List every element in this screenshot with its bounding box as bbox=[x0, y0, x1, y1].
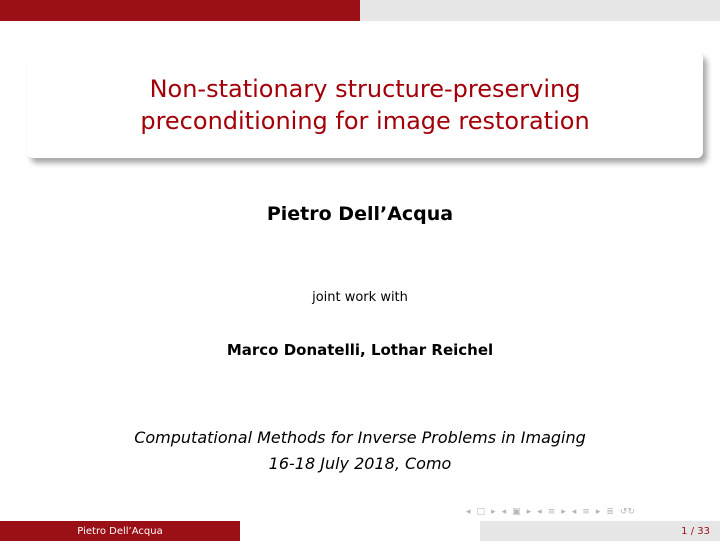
footer-bar bbox=[0, 521, 720, 541]
top-bar-left bbox=[0, 0, 360, 21]
conference-info bbox=[0, 425, 720, 477]
joint-work-text: joint work with bbox=[312, 290, 408, 305]
beamer-navigation bbox=[466, 505, 716, 519]
search-icon[interactable]: ↺↻ bbox=[619, 507, 636, 517]
slide-next-icon[interactable]: ▸ bbox=[595, 507, 601, 517]
frame-next-icon[interactable]: ▸ bbox=[491, 507, 496, 517]
conference-date-place: 16-18 July 2018, Como bbox=[268, 454, 452, 473]
frame-icon[interactable]: □ bbox=[476, 507, 486, 517]
footer-author: Pietro Dell’Acqua bbox=[0, 521, 240, 541]
title-line-1: Non-stationary structure-preserving bbox=[149, 75, 581, 103]
slide-prev-icon[interactable]: ◂ bbox=[571, 507, 577, 517]
author-name: Pietro Dell’Acqua bbox=[266, 203, 454, 225]
title-line-2: preconditioning for image restoration bbox=[140, 107, 590, 135]
section-prev-icon[interactable]: ◂ bbox=[537, 507, 542, 517]
footer-middle bbox=[240, 521, 480, 541]
top-bar-right bbox=[360, 0, 720, 21]
slide-icon[interactable]: ≡ bbox=[582, 507, 590, 517]
title-box bbox=[27, 52, 703, 158]
section-next-icon[interactable]: ▸ bbox=[561, 507, 566, 517]
align-icon[interactable]: ≣ bbox=[606, 507, 614, 517]
section-icon[interactable]: ≡ bbox=[547, 507, 556, 517]
top-progress-bar bbox=[0, 0, 720, 21]
subsection-prev-icon[interactable]: ◂ bbox=[501, 507, 507, 517]
subsection-next-icon[interactable]: ▸ bbox=[526, 507, 532, 517]
coauthors: Marco Donatelli, Lothar Reichel bbox=[226, 341, 494, 359]
conference-name: Computational Methods for Inverse Problems in Imaging bbox=[134, 428, 586, 447]
subsection-icon[interactable]: ▣ bbox=[512, 507, 521, 517]
footer-page-number: 1 / 33 bbox=[480, 521, 720, 541]
frame-prev-icon[interactable]: ◂ bbox=[466, 507, 471, 517]
